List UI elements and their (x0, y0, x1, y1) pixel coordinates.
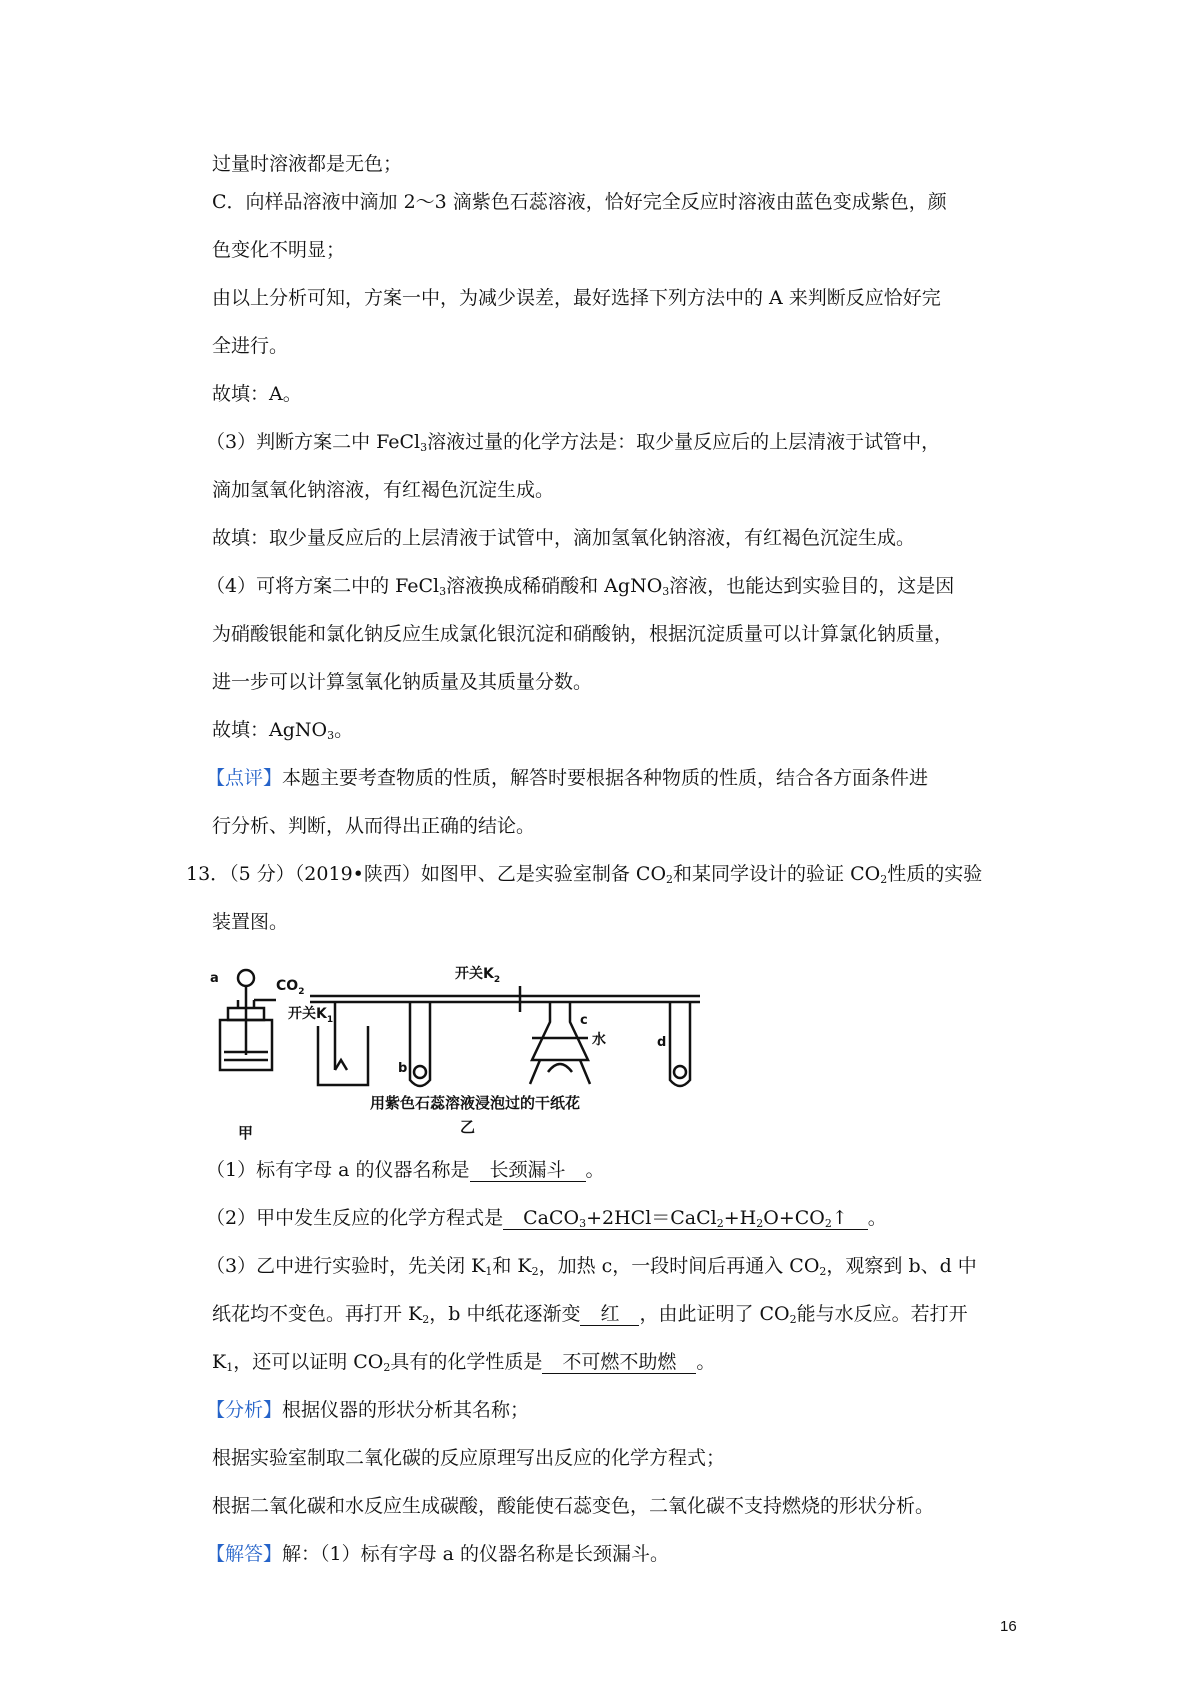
flask-jia-diagram (220, 970, 276, 1070)
question-part-2: （2）甲中发生反应的化学方程式是 $CaCO_3+2HCl=CaCl_2+H_2O+CO_2↑$ 。 (206, 1207, 887, 1230)
label-b: b (398, 1061, 408, 1076)
answer-blank: $CaCO_3+2HCl=CaCl_2+H_2O+CO_2↑$ (503, 1207, 868, 1230)
text-line: 【点评】本题主要考查物质的性质，解答时要根据各种物质的性质，结合各方面条件进 (206, 767, 929, 789)
analysis-tag: 【分析】 (206, 1399, 283, 1421)
text-line: 根据实验室制取二氧化碳的反应原理写出反应的化学方程式； (212, 1447, 726, 1469)
text-line: C．向样品溶液中滴加 2～3 滴紫色石蕊溶液，恰好完全反应时溶液由蓝色变成紫色，颜 (212, 191, 947, 213)
apparatus-figure (210, 960, 720, 1140)
label-co2: $CO_2$ (276, 978, 305, 997)
tube-line (310, 986, 700, 1086)
label-k2: 开关$K_2$ (455, 966, 501, 985)
answer-blank: 不可燃不助燃 (542, 1351, 696, 1374)
comment-tag: 【点评】 (206, 767, 283, 789)
label-c: c (580, 1013, 588, 1028)
question-part-1: （1）标有字母 a 的仪器名称是 长颈漏斗 。 (206, 1159, 605, 1181)
label-k1: 开关$K_1$ (288, 1006, 334, 1025)
answer-blank: 长颈漏斗 (470, 1159, 586, 1182)
label-d: d (657, 1035, 667, 1050)
caption-jia: 甲 (238, 1124, 254, 1140)
caption-flower: 用紫色石蕊溶液浸泡过的干纸花 (370, 1094, 581, 1112)
text-line: 【解答】解：（1）标有字母 a 的仪器名称是长颈漏斗。 (206, 1543, 670, 1565)
answer-blank: 红 (580, 1303, 639, 1326)
text-line: 过量时溶液都是无色； (212, 153, 403, 175)
text-line: 由以上分析可知，方案一中，为减少误差，最好选择下列方法中的 A 来判断反应恰好完 (212, 287, 941, 309)
label-water: 水 (592, 1032, 606, 1048)
text-line: （3）判断方案二中 FeCl$_3$溶液过量的化学方法是：取少量反应后的上层清液于试管中， (206, 431, 941, 454)
text-line: 【分析】根据仪器的形状分析其名称； (206, 1399, 530, 1421)
text-line: 故填：AgNO$_3$。 (212, 719, 354, 742)
text-line: 滴加氢氧化钠溶液，有红褐色沉淀生成。 (212, 479, 555, 501)
question-part-3: （3）乙中进行实验时，先关闭 $K_1$和 $K_2$，加热 c，一段时间后再通入 $CO_2$，观察到 b、d 中 (206, 1255, 977, 1278)
text-line: 进一步可以计算氢氧化钠质量及其质量分数。 (212, 671, 593, 693)
text-line: 故填：取少量反应后的上层清液于试管中，滴加氢氧化钠溶液，有红褐色沉淀生成。 (212, 527, 916, 549)
text-line: 装置图。 (212, 911, 289, 933)
text-line: 全进行。 (212, 335, 289, 357)
label-a: a (210, 971, 219, 986)
caption-yi: 乙 (460, 1118, 476, 1136)
page-number: 16 (1000, 1618, 1017, 1635)
text-line: （4）可将方案二中的 FeCl$_3$溶液换成稀硝酸和 AgNO$_3$溶液，也能达到实验目的，这是因 (206, 575, 955, 598)
text-line: 色变化不明显； (212, 239, 346, 261)
text-line: 根据二氧化碳和水反应生成碳酸，酸能使石蕊变色，二氧化碳不支持燃烧的形状分析。 (212, 1495, 935, 1517)
text-line: 行分析、判断，从而得出正确的结论。 (212, 815, 536, 837)
question-title: 13．（5 分）（2019•陕西）如图甲、乙是实验室制备 $CO_2$和某同学设计的验证 $CO_2$性质的实验 (186, 863, 983, 886)
text-line: $K_1$，还可以证明 $CO_2$具有的化学性质是 不可燃不助燃 。 (212, 1351, 716, 1374)
solution-tag: 【解答】 (206, 1543, 283, 1565)
text-line: 为硝酸银能和氯化钠反应生成氯化银沉淀和硝酸钠，根据沉淀质量可以计算氯化钠质量， (212, 623, 954, 645)
text-line: 纸花均不变色。再打开 $K_2$，b 中纸花逐渐变 红 ，由此证明了 $CO_2$能与水反应。若打开 (212, 1303, 968, 1326)
text-line: 故填：A。 (212, 383, 302, 405)
